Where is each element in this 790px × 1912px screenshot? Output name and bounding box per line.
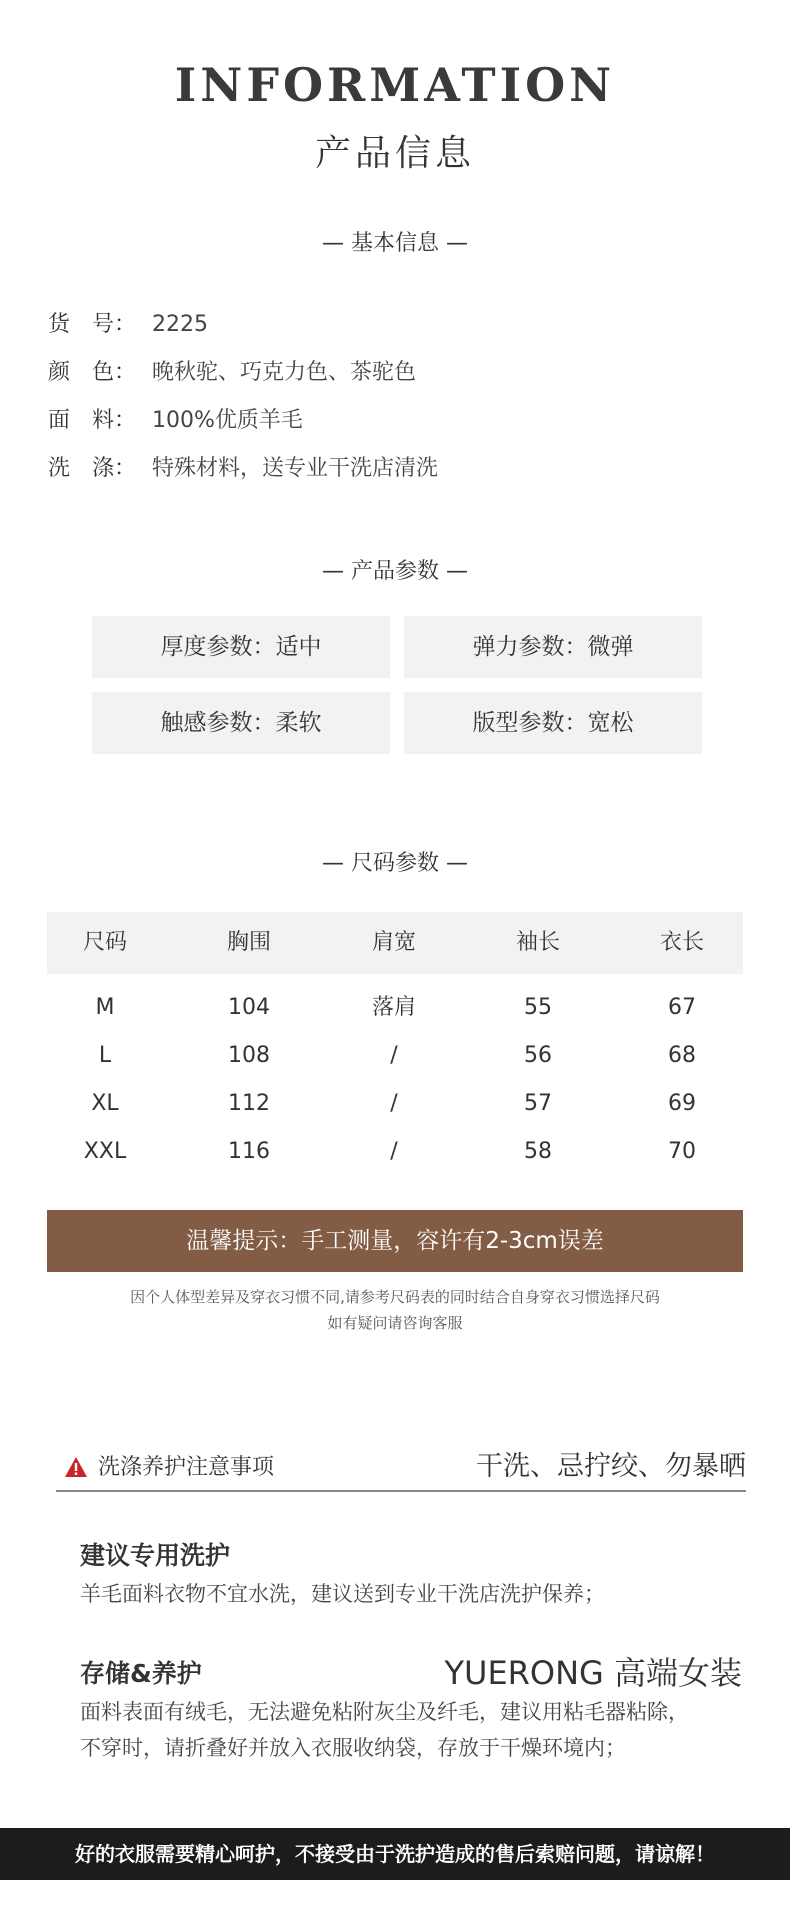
- table-cell: 57: [524, 1091, 552, 1116]
- warning-icon: [64, 1456, 88, 1478]
- param-touch: 触感参数：柔软: [92, 692, 390, 754]
- table-row: [47, 1084, 743, 1124]
- info-row-item-number: [48, 310, 208, 340]
- info-label: 洗 涤：: [48, 456, 137, 481]
- size-table-header: [47, 912, 743, 974]
- table-cell: /: [390, 1139, 398, 1164]
- info-value: 晚秋驼、巧克力色、茶驼色: [152, 360, 417, 385]
- info-value: 2225: [152, 312, 208, 337]
- column-header: 肩宽: [371, 930, 416, 955]
- storage-text-line-2: 不穿时，请折叠好并放入衣服收纳袋，存放于干燥环境内；: [80, 1736, 626, 1760]
- info-row-color: [48, 358, 416, 388]
- size-title: — 尺码参数 —: [322, 851, 468, 876]
- column-header: 尺码: [82, 930, 127, 955]
- table-cell: 104: [228, 995, 270, 1020]
- params-title: — 产品参数 —: [322, 559, 468, 584]
- table-cell: 70: [668, 1139, 696, 1164]
- table-cell: XL: [91, 1091, 119, 1116]
- table-cell: 68: [668, 1043, 696, 1068]
- measurement-notice-bar: 温馨提示：手工测量，容许有2-3cm误差: [47, 1210, 743, 1272]
- info-row-washing: [48, 454, 438, 484]
- table-cell: XXL: [83, 1139, 127, 1164]
- table-cell: M: [95, 995, 115, 1020]
- title-english: INFORMATION: [174, 58, 616, 112]
- care-header: [56, 1440, 746, 1492]
- size-advice-text: 因个人体型差异及穿衣习惯不同,请参考尺码表的同时结合自身穿衣习惯选择尺码: [130, 1288, 660, 1306]
- care-tags: 干洗、忌拧绞、勿暴晒: [476, 1451, 746, 1482]
- info-label: 颜 色：: [48, 360, 137, 385]
- info-label: 货 号：: [48, 312, 137, 337]
- wash-advice-text: 羊毛面料衣物不宜水洗，建议送到专业干洗店洗护保养；: [80, 1582, 605, 1606]
- customer-service-text: 如有疑问请咨询客服: [327, 1314, 463, 1332]
- title-chinese: 产品信息: [314, 133, 475, 174]
- param-fit: 版型参数：宽松: [404, 692, 702, 754]
- table-cell: /: [390, 1091, 398, 1116]
- table-cell: 108: [228, 1043, 270, 1068]
- basic-info-title: — 基本信息 —: [322, 231, 468, 256]
- table-cell: 116: [228, 1139, 270, 1164]
- table-cell: 落肩: [371, 995, 416, 1020]
- info-value: 100%优质羊毛: [152, 408, 303, 433]
- storage-heading: 存储&养护: [80, 1659, 202, 1688]
- table-row: [47, 1036, 743, 1076]
- table-cell: 69: [668, 1091, 696, 1116]
- table-cell: 112: [228, 1091, 270, 1116]
- info-value: 特殊材料，送专业干洗店清洗: [152, 456, 439, 481]
- table-cell: /: [390, 1043, 398, 1068]
- footer-disclaimer: 好的衣服需要精心呵护，不接受由于洗护造成的售后索赔问题，请谅解！: [0, 1828, 790, 1880]
- param-thickness: 厚度参数：适中: [92, 616, 390, 678]
- column-header: 袖长: [515, 930, 560, 955]
- table-cell: L: [98, 1043, 112, 1068]
- storage-text-line-1: 面料表面有绒毛，无法避免粘附灰尘及纤毛，建议用粘毛器粘除，: [80, 1700, 689, 1724]
- column-header: 胸围: [226, 930, 271, 955]
- care-title: 洗涤养护注意事项: [98, 1455, 275, 1480]
- column-header: 衣长: [659, 930, 704, 955]
- table-cell: 67: [668, 995, 696, 1020]
- info-row-fabric: [48, 406, 303, 436]
- param-elasticity: 弹力参数：微弹: [404, 616, 702, 678]
- table-row: [47, 1132, 743, 1172]
- table-row: [47, 988, 743, 1028]
- table-cell: 56: [524, 1043, 552, 1068]
- brand-name: YUERONG 高端女装: [444, 1654, 742, 1692]
- info-label: 面 料：: [48, 408, 137, 433]
- wash-advice-heading: 建议专用洗护: [80, 1541, 231, 1570]
- table-cell: 55: [524, 995, 552, 1020]
- table-cell: 58: [524, 1139, 552, 1164]
